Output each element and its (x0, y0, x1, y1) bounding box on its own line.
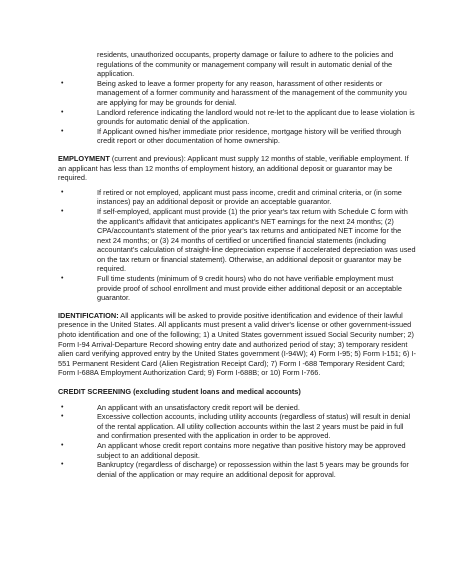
credit-list (58, 403, 417, 480)
list-item: • Full time students (minimum of 9 credit hours) who do not have verifiable employment must provide proof of school enrollment and must provide either additional deposit or an acceptable guarantor. (58, 274, 417, 303)
list-item: • Bankruptcy (regardless of discharge) or repossession within the last 5 years may be grounds for denial of the application or may require an additional deposit for approval. (58, 460, 417, 479)
credit-section (58, 387, 417, 479)
employment-section (58, 154, 417, 303)
list-item: • Landlord reference indicating the landlord would not re-let to the applicant due to lease violation is grounds for automatic denial of the application. (58, 108, 417, 127)
employment-list (58, 188, 417, 303)
intro-list (58, 50, 417, 146)
identification-heading: IDENTIFICATION: (58, 310, 119, 320)
list-item: • If self-employed, applicant must provide (1) the prior year's tax return with Schedule C form with the applicant's affidavit that anticipates applicant's NET earnings for the next 24 months; (2) CPA/accountant's statement of the prior year's tax returns and anticipated NET income for the next 24 months; or (3) 24 months of certified or uncertified financial statements (including accountant's calculation of straight-line depreciation expense if accelerated depreciation was used on the tax return or financial statement). Otherwise, an additional deposit or guarantor may be required. (58, 207, 417, 274)
list-item: • An applicant with an unsatisfactory credit report will be denied. (58, 403, 417, 413)
list-item: • If Applicant owned his/her immediate prior residence, mortgage history will be verified through credit report or other documentation of home ownership. (58, 127, 417, 146)
credit-heading: CREDIT SCREENING (excluding student loans and medical accounts) (58, 387, 301, 396)
list-item: • An applicant whose credit report contains more negative than positive history may be approved subject to an additional deposit. (58, 441, 417, 460)
list-item: • If retired or not employed, applicant must pass income, credit and criminal criteria, or (in some instances) pay an additional deposit or provide an acceptable guarantor. (58, 188, 417, 207)
list-item: • Excessive collection accounts, including utility accounts (regardless of status) will result in denial of the rental application. All utility collection accounts within the last 2 years must be paid in full and confirmation presented with the application in order to be approved. (58, 412, 417, 441)
identification-section (58, 311, 417, 378)
list-item: • Being asked to leave a former property for any reason, harassment of other residents or management of a former community and harassment of the management of the community you are applying for may be grounds for denial. (58, 79, 417, 108)
employment-body: (current and previous): Applicant must supply 12 months of stable, verifiable employment. If an applicant has less than 12 months of employment history, an additional deposit or guarantor may be required. (58, 153, 409, 183)
identification-body: All applicants will be asked to provide positive identification and evidence of their lawful presence in the United States. All applicants must present a valid driver's license or other government-issued photo identification and one of the following; 1) a United States government issued Social Security number; 2) Form I-94 Arrival-Departure Record showing entry date and authorized period of stay; 3) temporary resident alien card verifying approved entry by the United States government (I-94W); 4) Form I-95; 5) Form I-151; 6) I-551 Permanent Resident Card (Alien Registration Receipt Card); 7) Form I -688 Temporary Resident Card; Form I-688A Employment Authorization Card; 9) Form I-688B; or 10) Form I-766. (58, 310, 416, 378)
employment-heading: EMPLOYMENT (58, 153, 110, 163)
list-item: residents, unauthorized occupants, property damage or failure to adhere to the policies and regulations of the community or management company will result in automatic denial of the application. (97, 50, 394, 79)
employment-paragraph (58, 154, 417, 183)
identification-paragraph (58, 311, 417, 378)
